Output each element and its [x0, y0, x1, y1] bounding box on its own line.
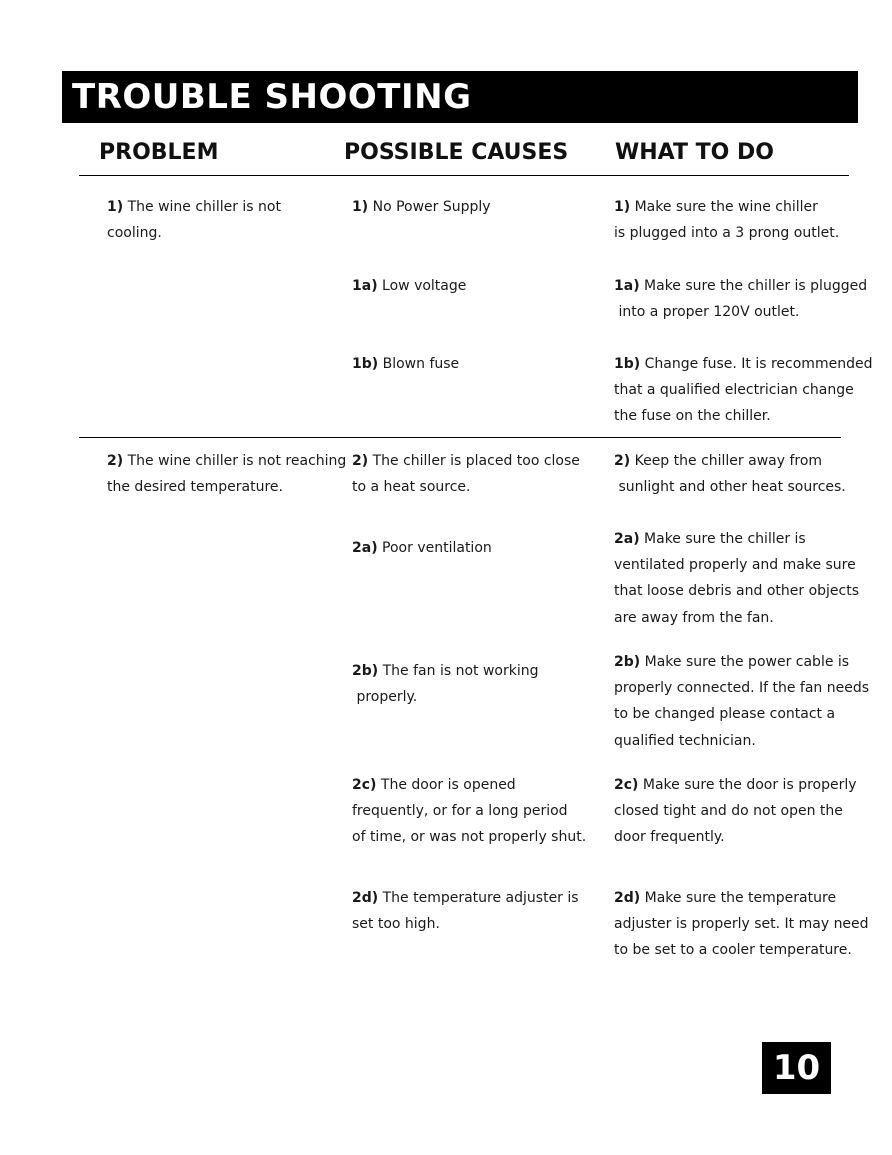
item-number: 2b): [352, 663, 379, 679]
cell-text: cooling.: [107, 225, 162, 242]
cell-text: No Power Supply: [368, 199, 491, 215]
cell-text: door frequently.: [614, 829, 725, 846]
cell-line: [352, 885, 579, 911]
item-number: 2b): [614, 654, 641, 670]
cell-text: of time, or was not properly shut.: [352, 829, 587, 846]
cell-text: Make sure the door is properly: [638, 777, 857, 793]
cell-line: [614, 885, 869, 911]
cause-cell: [352, 658, 538, 710]
cell-text: Blown fuse: [378, 356, 460, 372]
cell-text: Make sure the power cable is: [640, 654, 850, 670]
item-number: 1b): [352, 356, 379, 372]
cause-cell: [352, 351, 459, 377]
item-number: 1): [107, 199, 124, 215]
action-cell: [614, 772, 857, 851]
cell-text: that a qualified electrician change: [614, 382, 854, 399]
cell-line: [614, 194, 839, 220]
cell-line: [614, 351, 872, 377]
item-number: 1a): [614, 278, 640, 294]
action-cell: [614, 448, 846, 500]
cell-text: The temperature adjuster is: [378, 890, 579, 906]
cell-text: Make sure the chiller is plugged: [639, 278, 868, 294]
cause-cell: [352, 273, 466, 299]
action-cell: [614, 273, 867, 325]
item-number: 2d): [614, 890, 641, 906]
action-cell: [614, 351, 872, 430]
cell-line: [614, 649, 869, 675]
cell-text: adjuster is properly set. It may need: [614, 916, 869, 933]
item-number: 1): [614, 199, 631, 215]
cell-text: Make sure the temperature: [640, 890, 837, 906]
item-number: 2c): [352, 777, 377, 793]
problem-cell: [107, 194, 281, 246]
cell-text: the desired temperature.: [107, 479, 283, 496]
item-number: 2): [352, 453, 369, 469]
cell-text: set too high.: [352, 916, 440, 933]
cell-line: [352, 351, 459, 377]
cell-text: Low voltage: [377, 278, 467, 294]
cause-cell: [352, 772, 586, 851]
cell-text: that loose debris and other objects: [614, 583, 860, 600]
cell-line: [352, 273, 466, 299]
item-number: 2c): [614, 777, 639, 793]
cell-text: to be changed please contact a: [614, 706, 836, 723]
column-header-problem: PROBLEM: [99, 140, 219, 165]
cell-text: The chiller is placed too close: [368, 453, 580, 469]
cause-cell: [352, 535, 492, 561]
item-number: 2a): [614, 531, 640, 547]
cell-line: [352, 772, 586, 798]
cell-text: The door is opened: [376, 777, 516, 793]
cell-text: The wine chiller is not reaching: [123, 453, 347, 469]
cell-text: Poor ventilation: [377, 540, 492, 556]
row-divider: [79, 437, 841, 438]
cause-cell: [352, 885, 579, 937]
cell-text: to be set to a cooler temperature.: [614, 942, 852, 959]
item-number: 1): [352, 199, 369, 215]
cell-text: properly connected. If the fan needs: [614, 680, 870, 697]
cell-text: ventilated properly and make sure: [614, 557, 856, 574]
problem-cell: [107, 448, 346, 500]
action-cell: [614, 885, 869, 964]
cell-line: [614, 526, 859, 552]
cell-line: [614, 273, 867, 299]
item-number: 1a): [352, 278, 378, 294]
cell-text: the fuse on the chiller.: [614, 408, 771, 425]
cell-text: properly.: [352, 689, 418, 706]
cell-text: qualified technician.: [614, 732, 756, 749]
cell-text: closed tight and do not open the: [614, 803, 843, 820]
cell-text: frequently, or for a long period: [352, 803, 568, 820]
item-number: 2): [107, 453, 124, 469]
cell-line: [614, 772, 857, 798]
title-banner: [62, 71, 858, 123]
cell-text: Keep the chiller away from: [630, 453, 823, 469]
action-cell: [614, 649, 869, 754]
cell-text: is plugged into a 3 prong outlet.: [614, 225, 840, 242]
cell-text: Make sure the chiller is: [639, 531, 806, 547]
cause-cell: [352, 448, 580, 500]
item-number: 2a): [352, 540, 378, 556]
column-header-possible-causes: POSSIBLE CAUSES: [344, 140, 569, 165]
cell-line: [107, 194, 281, 220]
cell-text: Make sure the wine chiller: [630, 199, 818, 215]
cell-line: [352, 448, 580, 474]
item-number: 1b): [614, 356, 641, 372]
cell-line: [614, 448, 846, 474]
item-number: 2d): [352, 890, 379, 906]
page-title: TROUBLE SHOOTING: [72, 77, 472, 117]
cell-text: to a heat source.: [352, 479, 471, 496]
cell-text: sunlight and other heat sources.: [614, 479, 846, 496]
cell-line: [107, 448, 346, 474]
page-number: 10: [762, 1042, 831, 1094]
cell-line: [352, 658, 538, 684]
action-cell: [614, 526, 859, 631]
column-header-what-to-do: WHAT TO DO: [615, 140, 774, 165]
action-cell: [614, 194, 839, 246]
cell-text: The fan is not working: [378, 663, 539, 679]
cell-text: are away from the fan.: [614, 609, 774, 626]
header-divider: [79, 175, 849, 176]
item-number: 2): [614, 453, 631, 469]
cell-text: Change fuse. It is recommended: [640, 356, 873, 372]
cause-cell: [352, 194, 491, 220]
cell-text: The wine chiller is not: [123, 199, 281, 215]
cell-line: [352, 194, 491, 220]
cell-line: [352, 535, 492, 561]
cell-text: into a proper 120V outlet.: [614, 304, 800, 321]
